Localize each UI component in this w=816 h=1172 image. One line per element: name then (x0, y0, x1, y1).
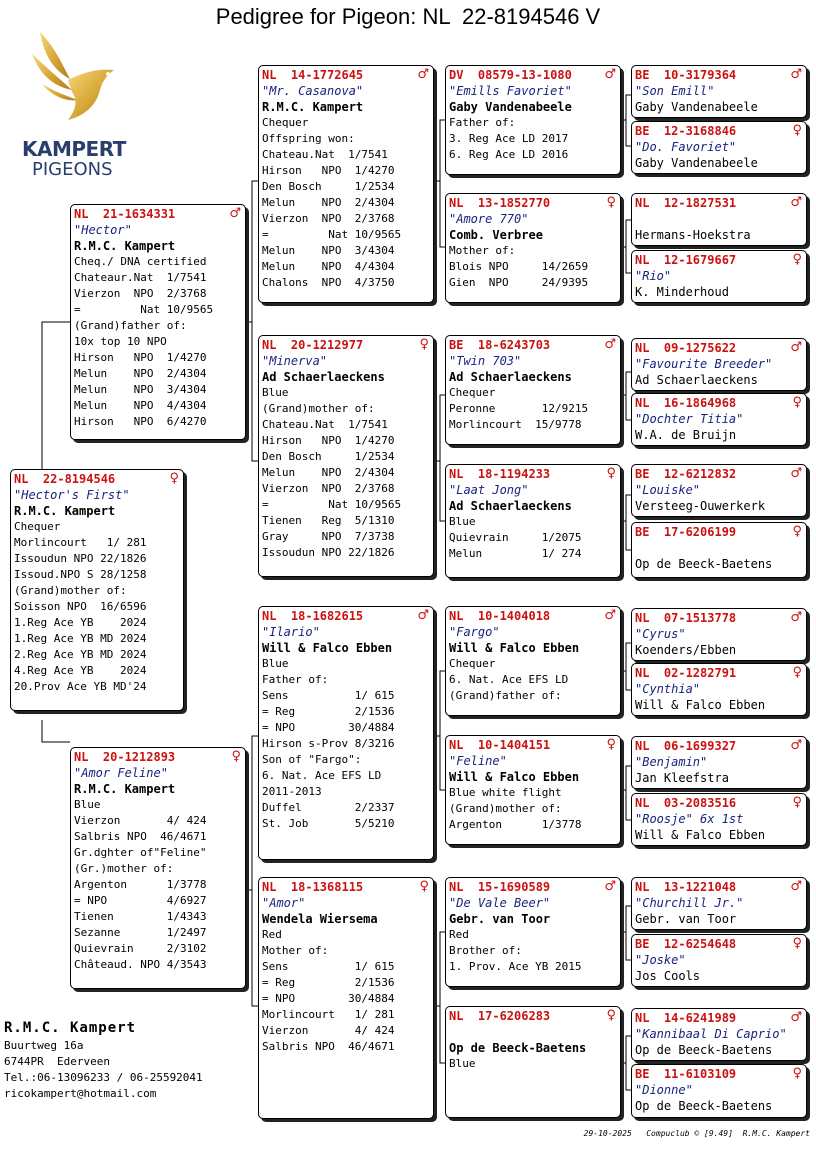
ring-number: NL 10-1404151 (449, 738, 551, 752)
pigeon-detail-line: Hirson s-Prov 8/3216 (262, 737, 395, 750)
ring-number: NL 13-1221048 (635, 880, 737, 894)
pigeon-name: "Emills Favoriet" (449, 84, 572, 98)
breeder-info (4, 1018, 203, 1102)
pigeon-header (74, 206, 241, 222)
female-symbol-icon: ♀ (169, 471, 179, 486)
pigeon-detail-line: = NPO 30/4884 (262, 992, 395, 1005)
pigeon-detail-line: St. Job 5/5210 (262, 817, 395, 830)
female-symbol-icon: ♀ (792, 123, 802, 138)
pigeon-card-g3 (631, 193, 807, 246)
pigeon-owner: Will & Falco Ebben (449, 641, 580, 655)
pigeon-detail-line: Peronne 12/9215 (449, 402, 589, 415)
male-symbol-icon: ♂ (790, 340, 802, 355)
breeder-email: ricokampert@hotmail.com (4, 1087, 157, 1100)
pigeon-detail-line: Gr.dghter of"Feline" (74, 846, 207, 859)
pigeon-card-g15 (631, 1008, 807, 1061)
pigeon-name: "De Vale Beer" (449, 896, 551, 910)
pigeon-owner: Gebr. van Toor (449, 912, 551, 926)
pigeon-card-g9 (631, 608, 807, 661)
pigeon-card-ffm (445, 193, 621, 303)
pigeon-name (635, 211, 802, 227)
pigeon-name: "Dionne" (635, 1083, 693, 1097)
male-symbol-icon: ♂ (229, 206, 241, 221)
ring-number: NL 09-1275622 (635, 341, 737, 355)
pigeon-detail-line: Chequer (14, 520, 61, 533)
pigeon-name: "Cyrus" (635, 627, 686, 641)
pigeon-owner: W.A. de Bruijn (635, 428, 737, 442)
pigeon-detail-line: = NPO 30/4884 (262, 721, 395, 734)
pigeon-detail-line: Duffel 2/2337 (262, 801, 395, 814)
pigeon-detail-line: Blue (74, 798, 101, 811)
pigeon-header (635, 195, 802, 211)
pigeon-header (262, 879, 429, 895)
pigeon-detail-line: Morlincourt 1/ 281 (262, 1008, 395, 1021)
pigeon-detail-line: 4.Reg Ace YB 2024 (14, 664, 147, 677)
pigeon-detail-line: Tienen 1/4343 (74, 910, 207, 923)
pigeon-header (635, 524, 802, 540)
pigeon-card-m (70, 747, 246, 989)
pigeon-owner: R.M.C. Kampert (74, 239, 176, 253)
pigeon-detail-line: Den Bosch 1/2534 (262, 450, 395, 463)
pigeon-detail-line: Den Bosch 1/2534 (262, 180, 395, 193)
pigeon-name: "Louiske" (635, 483, 701, 497)
pigeon-name: "Laat Jong" (449, 483, 529, 497)
female-symbol-icon: ♀ (792, 252, 802, 267)
pigeon-detail-line: = Nat 10/9565 (74, 303, 214, 316)
female-symbol-icon: ♀ (606, 195, 616, 210)
pigeon-card-g13 (631, 877, 807, 930)
pigeon-detail-line: Salbris NPO 46/4671 (262, 1040, 395, 1053)
pigeon-header (449, 67, 616, 83)
pigeon-detail-line: Gien NPO 24/9395 (449, 276, 589, 289)
pigeon-name: "Dochter Titia" (635, 412, 744, 426)
pigeon-card-g4 (631, 250, 807, 303)
pigeon-owner: Hermans-Hoekstra (635, 228, 751, 242)
pigeon-detail-line: 1.Reg Ace YB MD 2024 (14, 632, 147, 645)
ring-number: NL 13-1852770 (449, 196, 551, 210)
ring-number: NL 22-8194546 (14, 472, 116, 486)
pigeon-header (14, 471, 179, 487)
ring-number: BE 11-6103109 (635, 1067, 737, 1081)
pigeon-name: "Amor" (262, 896, 306, 910)
pigeon-header (449, 879, 616, 895)
pigeon-detail-line: Salbris NPO 46/4671 (74, 830, 207, 843)
pigeon-detail-line: Argenton 1/3778 (449, 818, 582, 831)
ring-number: NL 18-1368115 (262, 880, 364, 894)
pigeon-owner: Op de Beeck-Baetens (635, 1099, 773, 1113)
pigeon-owner: Gaby Vandenabeele (635, 156, 758, 170)
pigeon-owner: Op de Beeck-Baetens (635, 557, 773, 571)
pigeon-detail-line: Red (449, 928, 469, 941)
pigeon-name: "Feline" (449, 754, 507, 768)
pigeon-detail-line: Sezanne 1/2497 (74, 926, 207, 939)
pigeon-detail-line: Quievrain 2/3102 (74, 942, 207, 955)
ring-number: NL 15-1690589 (449, 880, 551, 894)
pigeon-name: "Minerva" (262, 354, 328, 368)
pigeon-header (262, 67, 429, 83)
ring-number: NL 14-6241989 (635, 1011, 737, 1025)
pigeon-name: "Mr. Casanova" (262, 84, 364, 98)
pigeon-card-ff (258, 65, 434, 303)
pigeon-detail-line: Blue (449, 515, 476, 528)
pigeon-detail-line: Blue (449, 1057, 476, 1070)
pigeon-owner: Op de Beeck-Baetens (635, 1043, 773, 1057)
ring-number: NL 20-1212893 (74, 750, 176, 764)
pigeon-card-g12 (631, 793, 807, 846)
pigeon-header (449, 1008, 616, 1024)
male-symbol-icon: ♂ (417, 67, 429, 82)
pigeon-card-g14 (631, 934, 807, 987)
pigeon-detail-line: Mother of: (262, 944, 329, 957)
pigeon-detail-line: (Gr.)mother of: (74, 862, 174, 875)
pigeon-header (635, 665, 802, 681)
pigeon-header (449, 337, 616, 353)
pigeon-detail-line: Chateau.Nat 1/7541 (262, 148, 388, 161)
pigeon-detail-line: Chalons NPO 4/3750 (262, 276, 395, 289)
pigeon-detail-line: Melun NPO 4/4304 (74, 399, 207, 412)
pigeon-name: "Son Emill" (635, 84, 715, 98)
pigeon-card-g10 (631, 663, 807, 716)
pigeon-card-g7 (631, 464, 807, 517)
pigeon-detail-line: Issoud.NPO S 28/1258 (14, 568, 147, 581)
pigeon-header (635, 610, 802, 626)
ring-number: NL 12-1827531 (635, 196, 737, 210)
pigeon-card-subject (10, 469, 184, 711)
pigeon-owner: Ad Schaerlaeckens (635, 373, 758, 387)
pigeon-name (449, 1024, 616, 1040)
male-symbol-icon: ♂ (790, 610, 802, 625)
pigeon-detail-line: Issoudun NPO 22/1826 (14, 552, 147, 565)
pigeon-detail-line: Father of: (449, 116, 516, 129)
ring-number: NL 21-1634331 (74, 207, 176, 221)
pigeon-detail-line: Blue (262, 386, 289, 399)
pigeon-card-g8 (631, 522, 807, 578)
pigeon-header (635, 795, 802, 811)
pigeon-owner: Ad Schaerlaeckens (262, 370, 385, 384)
pigeon-name: "Amor Feline" (74, 766, 168, 780)
pigeon-name: "Benjamin" (635, 755, 708, 769)
pigeon-owner: Gaby Vandenabeele (449, 100, 572, 114)
pigeon-name: "Cynthia" (635, 682, 701, 696)
ring-number: BE 17-6206199 (635, 525, 737, 539)
pigeon-name: "Amore 770" (449, 212, 529, 226)
ring-number: NL 18-1194233 (449, 467, 551, 481)
pigeon-header (74, 749, 241, 765)
pigeon-detail-line: Issoudun NPO 22/1826 (262, 546, 395, 559)
pigeon-detail-line: Melun NPO 3/4304 (262, 244, 395, 257)
pigeon-detail-line: Chequer (449, 657, 496, 670)
pigeon-owner: Will & Falco Ebben (635, 828, 766, 842)
pigeon-detail-line: Offspring won: (262, 132, 355, 145)
breeder-address: Buurtweg 16a (4, 1039, 84, 1052)
pigeon-detail-line: 6. Reg Ace LD 2016 (449, 148, 569, 161)
female-symbol-icon: ♀ (606, 466, 616, 481)
female-symbol-icon: ♀ (792, 665, 802, 680)
pigeon-name: "Hector's First" (14, 488, 130, 502)
ring-number: DV 08579-13-1080 (449, 68, 572, 82)
pigeon-detail-line: (Grand)mother of: (449, 802, 562, 815)
pigeon-owner: R.M.C. Kampert (74, 782, 176, 796)
female-symbol-icon: ♀ (792, 936, 802, 951)
breeder-name: R.M.C. Kampert (4, 1020, 137, 1036)
pigeon-header (635, 1066, 802, 1082)
pigeon-name: "Churchill Jr." (635, 896, 744, 910)
pigeon-owner: Koenders/Ebben (635, 643, 737, 657)
pigeon-header (635, 936, 802, 952)
pigeon-card-mff (445, 606, 621, 716)
pigeon-detail-line: 6. Nat. Ace EFS LD (449, 673, 569, 686)
ring-number: NL 02-1282791 (635, 666, 737, 680)
ring-number: BE 12-6212832 (635, 467, 737, 481)
ring-number: NL 10-1404018 (449, 609, 551, 623)
pigeon-detail-line: Hirson NPO 1/4270 (262, 164, 395, 177)
male-symbol-icon: ♂ (790, 195, 802, 210)
pigeon-header (262, 608, 429, 624)
pigeon-header (635, 738, 802, 754)
female-symbol-icon: ♀ (792, 395, 802, 410)
pigeon-name: "Ilario" (262, 625, 320, 639)
pigeon-name: "Favourite Breeder" (635, 357, 773, 371)
pigeon-header (449, 466, 616, 482)
pigeon-detail-line: Melun NPO 2/4304 (262, 466, 395, 479)
pigeon-card-g1 (631, 65, 807, 118)
pigeon-detail-line: 3. Reg Ace LD 2017 (449, 132, 569, 145)
ring-number: NL 07-1513778 (635, 611, 737, 625)
male-symbol-icon: ♂ (790, 67, 802, 82)
pigeon-header (449, 195, 616, 211)
pigeon-owner: Ad Schaerlaeckens (449, 370, 572, 384)
ring-number: NL 06-1699327 (635, 739, 737, 753)
female-symbol-icon: ♀ (792, 1066, 802, 1081)
female-symbol-icon: ♀ (419, 879, 429, 894)
female-symbol-icon: ♀ (606, 737, 616, 752)
pigeon-detail-line: 1.Reg Ace YB 2024 (14, 616, 147, 629)
male-symbol-icon: ♂ (790, 1010, 802, 1025)
pigeon-owner: Ad Schaerlaeckens (449, 499, 572, 513)
pigeon-detail-line: Vierzon NPO 2/3768 (74, 287, 207, 300)
pigeon-detail-line: Châteaud. NPO 4/3543 (74, 958, 207, 971)
pigeon-owner: Wendela Wiersema (262, 912, 378, 926)
pigeon-detail-line: Sens 1/ 615 (262, 689, 395, 702)
pigeon-detail-line: Morlincourt 15/9778 (449, 418, 582, 431)
pigeon-header (449, 737, 616, 753)
female-symbol-icon: ♀ (606, 1008, 616, 1023)
female-symbol-icon: ♀ (419, 337, 429, 352)
pigeon-card-mf (258, 606, 434, 860)
pigeon-card-g11 (631, 736, 807, 789)
pigeon-header (635, 1010, 802, 1026)
pigeon-detail-line: = Nat 10/9565 (262, 498, 402, 511)
pigeon-detail-line: Son of "Fargo": (262, 753, 362, 766)
pigeon-owner: Will & Falco Ebben (635, 698, 766, 712)
pigeon-detail-line: Melun NPO 4/4304 (262, 260, 395, 273)
pigeon-header (635, 466, 802, 482)
pigeon-detail-line: (Grand)mother of: (14, 584, 127, 597)
pigeon-detail-line: Blois NPO 14/2659 (449, 260, 589, 273)
pigeon-card-fff (445, 65, 621, 175)
pigeon-detail-line: Gray NPO 7/3738 (262, 530, 395, 543)
pigeon-card-fmm (445, 464, 621, 578)
pigeon-detail-line: Mother of: (449, 244, 516, 257)
ring-number: NL 16-1864968 (635, 396, 737, 410)
pigeon-name: "Twin 703" (449, 354, 522, 368)
pigeon-card-g5 (631, 338, 807, 391)
pigeon-detail-line: Vierzon NPO 2/3768 (262, 212, 395, 225)
ring-number: BE 18-6243703 (449, 338, 551, 352)
page-title: Pedigree for Pigeon: NL 22-8194546 V (215, 4, 601, 29)
pigeon-detail-line: = Nat 10/9565 (262, 228, 402, 241)
pigeon-detail-line: 1. Prov. Ace YB 2015 (449, 960, 582, 973)
pigeon-detail-line: Quievrain 1/2075 (449, 531, 582, 544)
pigeon-detail-line: = Reg 2/1536 (262, 976, 395, 989)
pigeon-detail-line: Sens 1/ 615 (262, 960, 395, 973)
pigeon-name: "Roosje" 6x 1st (635, 812, 744, 826)
pigeon-owner: Op de Beeck-Baetens (449, 1041, 587, 1055)
logo-text-pigeons: PIGEONS (32, 159, 113, 180)
pigeon-owner: Gaby Vandenabeele (635, 100, 758, 114)
ring-number: BE 12-6254648 (635, 937, 737, 951)
pigeon-detail-line: 2.Reg Ace YB MD 2024 (14, 648, 147, 661)
pigeon-card-g16 (631, 1064, 807, 1118)
pigeon-detail-line: (Grand)father of: (449, 689, 562, 702)
pigeon-detail-line: Vierzon 4/ 424 (262, 1024, 395, 1037)
female-symbol-icon: ♀ (231, 749, 241, 764)
logo-text-kampert: KAMPERT (22, 137, 126, 161)
female-symbol-icon: ♀ (792, 795, 802, 810)
ring-number: NL 12-1679667 (635, 253, 737, 267)
male-symbol-icon: ♂ (790, 738, 802, 753)
pigeon-detail-line: Father of: (262, 673, 329, 686)
pigeon-name: "Kannibaal Di Caprio" (635, 1027, 787, 1041)
pigeon-card-mfm (445, 735, 621, 845)
pigeon-detail-line: Tienen Reg 5/1310 (262, 514, 395, 527)
pigeon-owner: Jos Cools (635, 969, 701, 983)
pigeon-owner: R.M.C. Kampert (262, 100, 364, 114)
ring-number: NL 18-1682615 (262, 609, 364, 623)
male-symbol-icon: ♂ (790, 466, 802, 481)
pigeon-card-g6 (631, 393, 807, 446)
pigeon-owner: R.M.C. Kampert (14, 504, 116, 518)
ring-number: NL 14-1772645 (262, 68, 364, 82)
pigeon-detail-line: = Reg 2/1536 (262, 705, 395, 718)
pigeon-detail-line: Vierzon 4/ 424 (74, 814, 207, 827)
pigeon-detail-line: Melun NPO 2/4304 (74, 367, 207, 380)
pigeon-detail-line: Red (262, 928, 282, 941)
pigeon-detail-line: Argenton 1/3778 (74, 878, 207, 891)
male-symbol-icon: ♂ (604, 67, 616, 82)
pigeon-detail-line: Melun 1/ 274 (449, 547, 582, 560)
pigeon-card-mmm (445, 1006, 621, 1118)
pigeon-detail-line: Chequer (449, 386, 496, 399)
pigeon-detail-line: Chequer (262, 116, 309, 129)
pigeon-name: "Joske" (635, 953, 686, 967)
pigeon-detail-line: Blue (262, 657, 289, 670)
pigeon-detail-line: Hirson NPO 1/4270 (74, 351, 207, 364)
pigeon-detail-line: Blue white flight (449, 786, 562, 799)
ring-number: BE 10-3179364 (635, 68, 737, 82)
pigeon-detail-line: (Grand)father of: (74, 319, 187, 332)
pigeon-detail-line: Hirson NPO 1/4270 (262, 434, 395, 447)
pigeon-header (635, 395, 802, 411)
pigeon-card-mm (258, 877, 434, 1119)
pigeon-card-fm (258, 335, 434, 577)
pigeon-header (635, 67, 802, 83)
pigeon-card-fmf (445, 335, 621, 445)
pigeon-owner: Will & Falco Ebben (262, 641, 393, 655)
male-symbol-icon: ♂ (604, 337, 616, 352)
breeder-phone: Tel.:06-13096233 / 06-25592041 (4, 1071, 203, 1084)
pigeon-card-f (70, 204, 246, 440)
male-symbol-icon: ♂ (604, 608, 616, 623)
pigeon-owner: Gebr. van Toor (635, 912, 737, 926)
pigeon-detail-line: Chateau.Nat 1/7541 (262, 418, 388, 431)
footer-credit: 29-10-2025 Compuclub © [9.49] R.M.C. Kampert (583, 1129, 810, 1138)
pigeon-card-mmf (445, 877, 621, 987)
pigeon-detail-line: 6. Nat. Ace EFS LD (262, 769, 382, 782)
pigeon-detail-line: = NPO 4/6927 (74, 894, 207, 907)
pigeon-owner: Jan Kleefstra (635, 771, 729, 785)
pigeon-detail-line: 2011-2013 (262, 785, 322, 798)
ring-number: NL 17-6206283 (449, 1009, 551, 1023)
pigeon-header (449, 608, 616, 624)
pigeon-detail-line: 10x top 10 NPO (74, 335, 167, 348)
pigeon-detail-line: Soisson NPO 16/6596 (14, 600, 147, 613)
pigeon-owner: Will & Falco Ebben (449, 770, 580, 784)
pigeon-card-g2 (631, 121, 807, 174)
ring-number: NL 03-2083516 (635, 796, 737, 810)
breeder-postcode-city: 6744PR Ederveen (4, 1055, 110, 1068)
ring-number: BE 12-3168846 (635, 124, 737, 138)
female-symbol-icon: ♀ (792, 524, 802, 539)
male-symbol-icon: ♂ (790, 879, 802, 894)
pigeon-detail-line: 20.Prov Ace YB MD'24 (14, 680, 147, 693)
pigeon-owner: Comb. Verbree (449, 228, 543, 242)
pigeon-name: "Hector" (74, 223, 132, 237)
male-symbol-icon: ♂ (417, 608, 429, 623)
pigeon-detail-line: Morlincourt 1/ 281 (14, 536, 147, 549)
pigeon-name: "Rio" (635, 269, 672, 283)
pigeon-detail-line: Vierzon NPO 2/3768 (262, 482, 395, 495)
pigeon-detail-line: Melun NPO 3/4304 (74, 383, 207, 396)
pigeon-owner: Versteeg-Ouwerkerk (635, 499, 766, 513)
pigeon-name: "Fargo" (449, 625, 500, 639)
pigeon-header (635, 340, 802, 356)
pigeon-detail-line: Brother of: (449, 944, 522, 957)
pigeon-detail-line: Chateaur.Nat 1/7541 (74, 271, 207, 284)
pigeon-header (635, 252, 802, 268)
pigeon-detail-line: Cheq./ DNA certified (74, 255, 207, 268)
pigeon-detail-line: Hirson NPO 6/4270 (74, 415, 207, 428)
pigeon-header (635, 123, 802, 139)
pigeon-detail-line: Melun NPO 2/4304 (262, 196, 395, 209)
pigeon-name: "Do. Favoriet" (635, 140, 737, 154)
pigeon-detail-line: (Grand)mother of: (262, 402, 375, 415)
pigeon-owner: K. Minderhoud (635, 285, 729, 299)
male-symbol-icon: ♂ (604, 879, 616, 894)
ring-number: NL 20-1212977 (262, 338, 364, 352)
pigeon-header (635, 879, 802, 895)
pigeon-header (262, 337, 429, 353)
pigeon-name (635, 540, 802, 556)
